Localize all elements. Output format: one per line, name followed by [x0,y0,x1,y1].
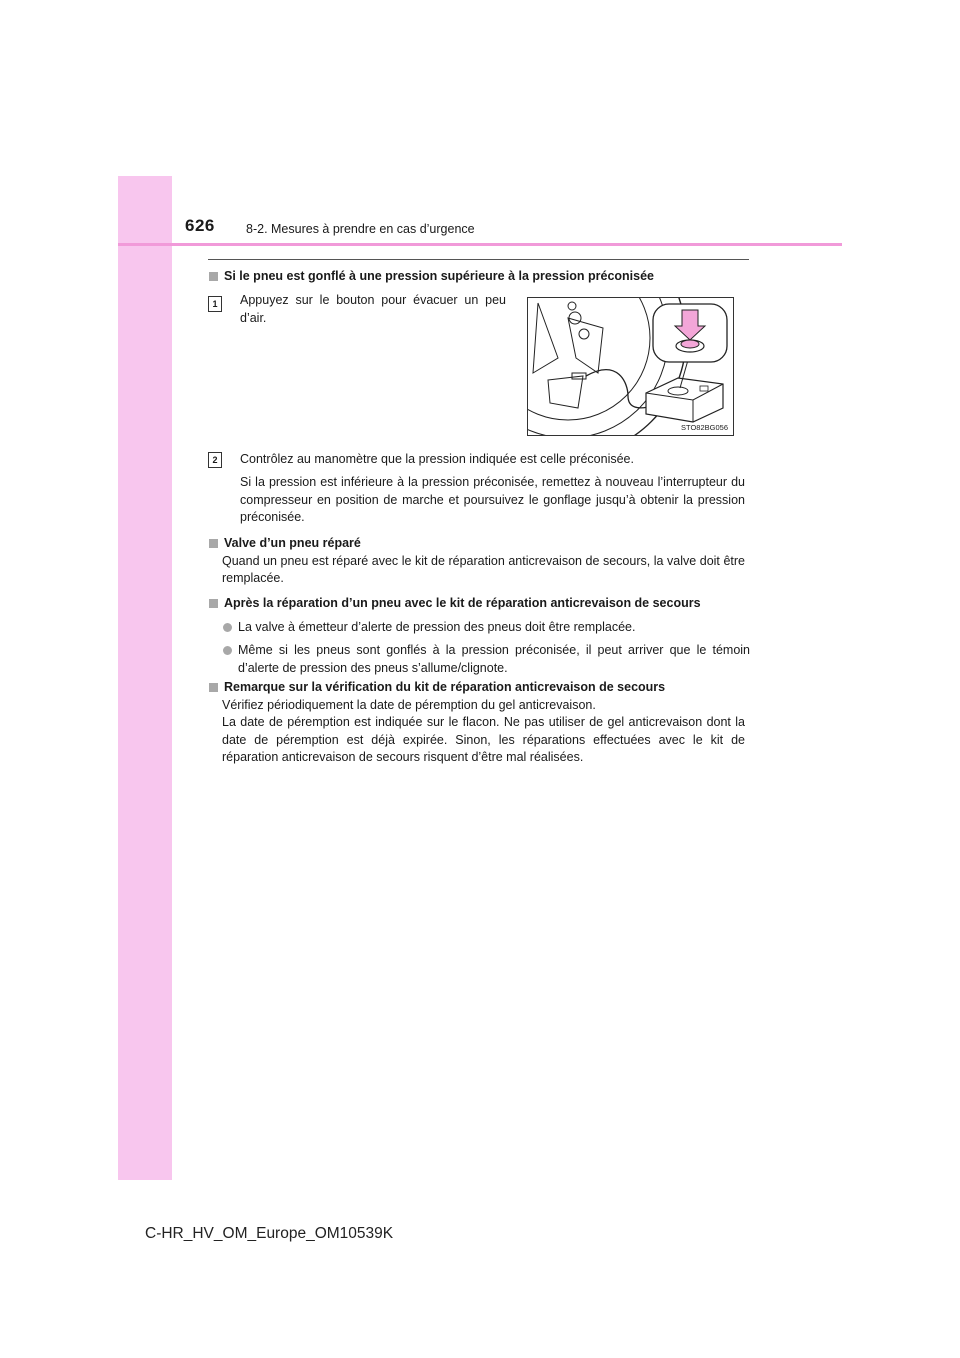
section-heading [208,535,750,553]
heading-text: Si le pneu est gonflé à une pression supérieure à la pression préconisée [224,269,654,283]
heading-text: Remarque sur la vérification du kit de réparation anticrevaison de secours [224,680,666,694]
square-bullet-icon [209,683,218,692]
round-bullet-icon [223,623,232,632]
square-bullet-icon [209,599,218,608]
square-bullet-icon [209,539,218,548]
step-2-note: Si la pression est inférieure à la pression préconisée, remettez à nouveau l’interrupteur du compresseur en position de marche et poursuivez le gonflage jusqu’à obtenir la pression préconisée. [240,475,745,524]
illustration-code: STO82BG056 [681,423,728,432]
document-id: C-HR_HV_OM_Europe_OM10539K [145,1225,394,1242]
compressor-illustration [527,297,734,436]
heading-text: Après la réparation d’un pneu avec le kit de réparation anticrevaison de secours [224,596,701,610]
round-bullet-icon [223,646,232,655]
repaired-valve-section [208,535,750,588]
heading-text: Valve d’un pneu réparé [224,536,361,550]
step-1-badge: 1 [208,296,222,312]
section-body: Quand un pneu est réparé avec le kit de réparation anticrevaison de secours, la valve doit être remplacée. [222,553,745,585]
overpressure-section [208,268,750,286]
content-divider [208,259,749,260]
step-2-badge: 2 [208,452,222,468]
kit-check-section [208,679,750,767]
step-1-text: Appuyez sur le bouton pour évacuer un peu d’air. [240,293,506,325]
section-title: 8-2. Mesures à prendre en cas d’urgence [246,222,475,236]
section-body-line: Vérifiez périodiquement la date de péremption du gel anticrevaison. [222,697,596,712]
page-number: 626 [185,216,215,235]
square-bullet-icon [209,272,218,281]
header-rule [118,243,842,246]
section-heading [208,679,750,697]
step-2-text: Contrôlez au manomètre que la pression indiquée est celle préconisée. [240,452,634,466]
list-item-text: Même si les pneus sont gonflés à la pression préconisée, il peut arriver que le témoin d’alerte de pression des pneus s’allume/clignote. [238,643,750,675]
section-heading [208,268,750,286]
tire-compressor-drawing [528,298,733,435]
section-heading [208,595,750,613]
list-item [208,619,750,637]
list-item-text: La valve à émetteur d’alerte de pression des pneus doit être remplacée. [238,619,636,634]
side-tab-band [118,176,172,1180]
after-repair-section [208,595,750,677]
list-item [208,642,750,677]
section-body-paragraph: La date de péremption est indiquée sur le flacon. Ne pas utiliser de gel anticrevaison dont la date de péremption est déjà expirée. Sinon, les réparations effectuées avec le kit de réparation anticrevaison de secours risquent d’être mal réalisées. [222,715,745,764]
